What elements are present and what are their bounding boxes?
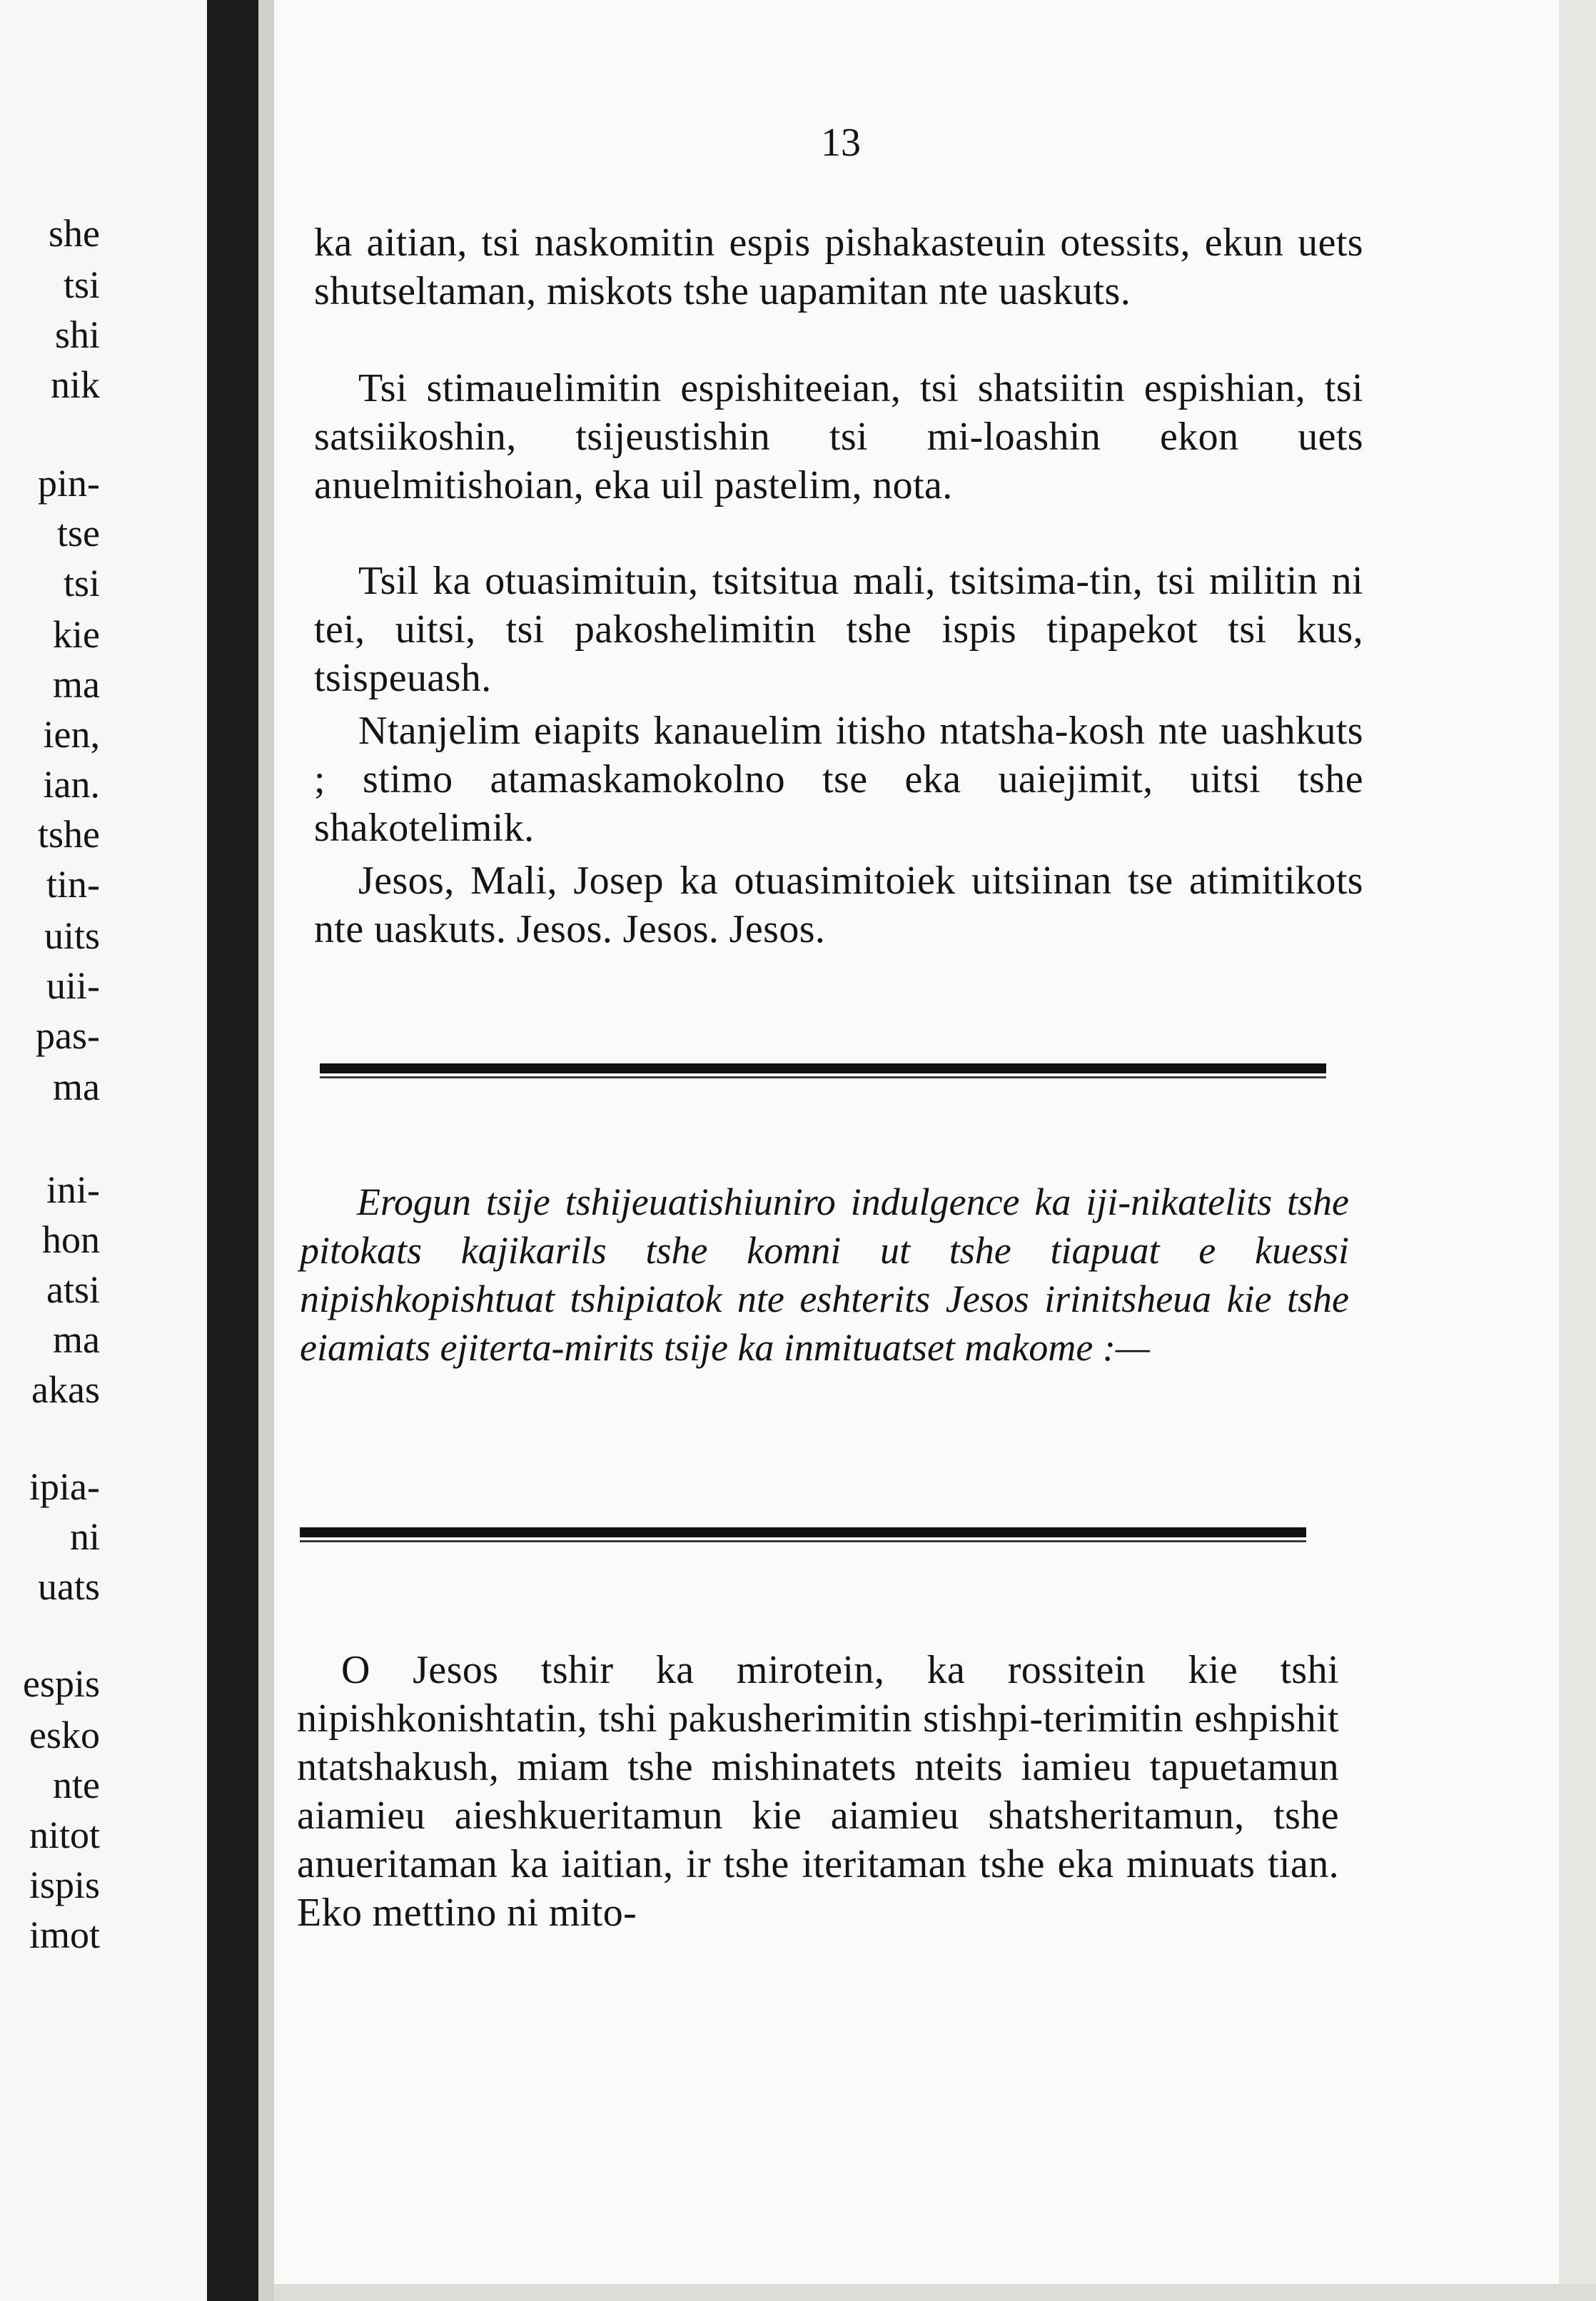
- facing-line: ini-: [46, 1168, 100, 1211]
- facing-line: esko: [29, 1714, 100, 1756]
- gutter-shadow: [258, 0, 274, 2301]
- facing-line: ipia-: [29, 1465, 100, 1508]
- paragraph-1: ka aitian, tsi naskomitin espis pishakasteuin otessits, ekun uets shutseltaman, miskots tshe uapamitan nte uaskuts.: [314, 221, 1363, 313]
- page-number: 13: [821, 121, 861, 165]
- facing-line: shi: [54, 313, 100, 356]
- facing-line: she: [49, 212, 100, 255]
- paragraph-3: Tsil ka otuasimituin, tsitsitua mali, tsitsima-tin, tsi militin ni tei, uitsi, tsi pakoshelimitin tshe ispis tipapekot tsi kus, tsispeuash.: [314, 559, 1363, 700]
- facing-line: tsi: [63, 263, 100, 306]
- facing-line: uii-: [46, 964, 100, 1007]
- book-gutter: [207, 0, 258, 2301]
- facing-line: ispis: [29, 1863, 100, 1906]
- facing-line: tse: [57, 512, 100, 555]
- facing-line: tshe: [38, 813, 100, 856]
- facing-line: pas-: [36, 1014, 100, 1057]
- facing-line: espis: [23, 1662, 100, 1705]
- facing-line: nitot: [29, 1814, 100, 1856]
- facing-line: nte: [53, 1764, 100, 1806]
- facing-line: ni: [69, 1515, 100, 1558]
- facing-line: uats: [38, 1565, 100, 1608]
- paragraph-2: Tsi stimauelimitin espishiteeian, tsi shatsiitin espishian, tsi satsiikoshin, tsijeustishin tsi mi-loashin ekon uets anuelmitishoian, eka uil pastelim, nota.: [314, 366, 1363, 507]
- facing-line: atsi: [46, 1268, 100, 1311]
- page-edge-bottom: [274, 2284, 1596, 2301]
- facing-line: ian.: [43, 763, 100, 806]
- facing-line: tin-: [46, 863, 100, 906]
- facing-line: ma: [53, 663, 100, 706]
- paragraph-5: Jesos, Mali, Josep ka otuasimitoiek uitsiinan tse atimitikots nte uaskuts. Jesos. Jesos. Jesos.: [314, 859, 1363, 951]
- facing-line: pin-: [38, 462, 100, 505]
- facing-line: akas: [31, 1368, 100, 1411]
- page: [274, 0, 1559, 2301]
- facing-line: hon: [42, 1218, 100, 1261]
- facing-line: imot: [29, 1913, 100, 1956]
- facing-line: ma: [53, 1318, 100, 1361]
- paragraph-4: Ntanjelim eiapits kanauelim itisho ntatsha-kosh nte uashkuts ; stimo atamaskamokolno tse eka uaiejimit, uitsi tshe shakotelimik.: [314, 709, 1363, 850]
- indulgence-note: Erogun tsije tshijeuatishiuniro indulgence ka iji-nikatelits tshe pitokats kajikarils tshe komni ut tshe tiapuat e kuessi nipishkopishtuat tshipiatok nte eshterits Jesos irinitsheua kie tshe eiamiats ejiterta-mirits tsije ka inmituatset makome :—: [300, 1180, 1349, 1369]
- facing-line: nik: [50, 363, 100, 406]
- facing-line: ien,: [43, 713, 100, 756]
- facing-line: kie: [53, 613, 100, 656]
- separator-rule-bottom: [300, 1527, 1306, 1542]
- facing-line: tsi: [63, 562, 100, 605]
- facing-line: uits: [44, 914, 100, 957]
- separator-rule-top: [320, 1063, 1326, 1078]
- facing-line: ma: [53, 1066, 100, 1108]
- page-edge-right: [1559, 0, 1596, 2301]
- facing-page-fragment: [0, 0, 207, 2301]
- prayer-paragraph: O Jesos tshir ka mirotein, ka rossitein kie tshi nipishkonishtatin, tshi pakusherimitin stishpi-terimitin eshpishit ntatshakush, miam tshe mishinatets nteits iamieu tapuetamun aiamieu aieshkueritamun kie aiamieu shatsheritamun, tshe anueritaman ka iaitian, ir tshe iteritaman tshe eka minuats tian. Eko mettino ni mito-: [297, 1648, 1339, 1935]
